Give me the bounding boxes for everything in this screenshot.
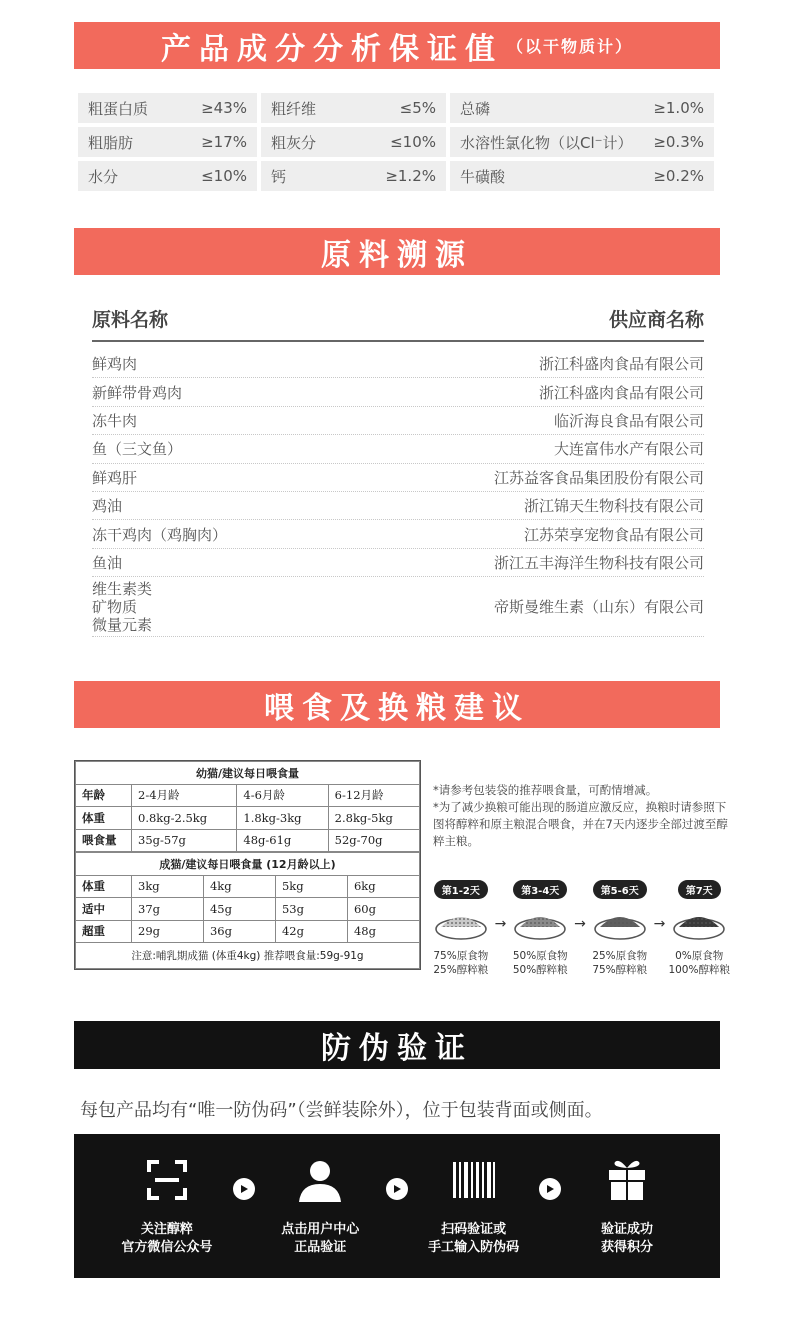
- ingredient-row: 鸡油 浙江锦天生物科技有限公司: [92, 492, 704, 520]
- food-bowl-icon: [593, 909, 647, 943]
- food-bowl-icon: [672, 909, 726, 943]
- verify-steps-panel: [74, 1134, 720, 1278]
- adult-table-title: 成猫/建议每日喂食量 (12月龄以上): [76, 853, 420, 876]
- nutrition-row: [78, 161, 718, 191]
- nutrition-cell: 水溶性氯化物（以Cl⁻计） ≥0.3%: [450, 127, 714, 157]
- nutrition-cell: 钙 ≥1.2%: [261, 161, 446, 191]
- feeding-notes: *请参考包装袋的推荐喂食量，可酌情增减。 *为了减少换粮可能出现的肠道应激反应，换粮时请参照下图将醇粹和原主粮混合喂食，并在7天内逐步全部过渡至醇粹主粮。: [433, 783, 728, 848]
- verify-step: 扫码验证或 手工输入防伪码: [414, 1155, 534, 1257]
- barcode-icon: [451, 1160, 497, 1200]
- feeding-title: 喂食及换粮建议: [264, 690, 530, 726]
- kitten-table-title: 幼猫/建议每日喂食量: [76, 762, 420, 785]
- user-icon: [297, 1158, 343, 1202]
- ingredient-row: 鲜鸡肉 浙江科盛肉食品有限公司: [92, 350, 704, 378]
- anti-fake-banner: [74, 1021, 720, 1069]
- ingredient-table: [92, 305, 704, 637]
- verify-step: 点击用户中心 正品验证: [260, 1155, 380, 1257]
- sourcing-banner: [74, 228, 720, 275]
- ingredient-header: [92, 305, 704, 342]
- nutrition-subtitle: （以干物质计）: [506, 37, 633, 56]
- verify-step: 验证成功 获得积分: [567, 1155, 687, 1257]
- supplier-name-header: 供应商名称: [608, 309, 704, 331]
- transition-step: 第1-2天 75%原食物 25%醇粹粮: [430, 880, 492, 977]
- nutrition-cell: 水分 ≤10%: [78, 161, 257, 191]
- ingredient-row: 冻干鸡肉（鸡胸肉） 江苏荣享宠物食品有限公司: [92, 520, 704, 548]
- verify-step: 关注醇粹 官方微信公众号: [107, 1155, 227, 1257]
- nutrition-row: [78, 93, 718, 123]
- ingredient-row: 鱼（三文鱼） 大连富伟水产有限公司: [92, 435, 704, 463]
- nutrition-row: [78, 127, 718, 157]
- nutrition-cell: 粗纤维 ≤5%: [261, 93, 446, 123]
- nutrition-grid: [78, 93, 718, 195]
- gift-icon: [607, 1158, 647, 1202]
- arrow-right-icon: →: [574, 916, 586, 932]
- nutrition-title: 产品成分分析保证值: [160, 31, 503, 67]
- feeding-banner: [74, 681, 720, 728]
- sourcing-title: 原料溯源: [321, 237, 473, 273]
- ingredient-row: 冻牛肉 临沂海良食品有限公司: [92, 407, 704, 435]
- play-arrow-icon: [386, 1178, 408, 1200]
- play-arrow-icon: [233, 1178, 255, 1200]
- ingredient-row: 鱼油 浙江五丰海洋生物科技有限公司: [92, 549, 704, 577]
- nutrition-cell: 粗蛋白质 ≥43%: [78, 93, 257, 123]
- nutrition-cell: 牛磺酸 ≥0.2%: [450, 161, 714, 191]
- ingredient-row: 维生素类 矿物质 微量元素 帝斯曼维生素（山东）有限公司: [92, 577, 704, 637]
- feeding-table: 幼猫/建议每日喂食量 年龄 2-4月龄 4-6月龄 6-12月龄 体重 0.8kg-2.5kg 1.8kg-3kg 2.8kg-5kg 喂食量 35g-57g 48g-61g 52g-70g 成猫/建议每日喂食量 (12月龄以上) 体重 3kg 4kg 5kg 6kg 适中 37g 45g 53g 60g 超重 29g 36g 42g 48g 注意:哺乳期成猫 (体重4kg) 推荐喂食量:59g-91g: [74, 760, 421, 970]
- transition-step: 第5-6天 25%原食物 75%醇粹粮: [589, 880, 651, 977]
- step-day-badge: 第1-2天: [434, 880, 488, 899]
- step-day-badge: 第5-6天: [593, 880, 647, 899]
- step-day-badge: 第3-4天: [513, 880, 567, 899]
- food-bowl-icon: [434, 909, 488, 943]
- nutrition-cell: 粗脂肪 ≥17%: [78, 127, 257, 157]
- lactating-note: 注意:哺乳期成猫 (体重4kg) 推荐喂食量:59g-91g: [76, 943, 420, 969]
- nutrition-cell: 总磷 ≥1.0%: [450, 93, 714, 123]
- arrow-right-icon: →: [494, 916, 507, 932]
- nutrition-banner: [74, 22, 720, 69]
- ingredient-row: 鲜鸡肝 江苏益客食品集团股份有限公司: [92, 464, 704, 492]
- step-day-badge: 第7天: [678, 880, 721, 899]
- scan-frame-icon: [145, 1158, 189, 1202]
- transition-steps: [430, 880, 730, 977]
- anti-fake-description: 每包产品均有“唯一防伪码”（尝鲜装除外），位于包装背面或侧面。: [80, 1100, 603, 1121]
- transition-step: 第7天 0%原食物 100%醇粹粮: [668, 880, 730, 977]
- anti-fake-title: 防伪验证: [321, 1031, 473, 1066]
- ingredient-row: 新鲜带骨鸡肉 浙江科盛肉食品有限公司: [92, 378, 704, 406]
- ingredient-name-header: 原料名称: [92, 309, 169, 331]
- transition-step: 第3-4天 50%原食物 50%醇粹粮: [509, 880, 571, 977]
- arrow-right-icon: →: [653, 916, 666, 932]
- nutrition-cell: 粗灰分 ≤10%: [261, 127, 446, 157]
- play-arrow-icon: [539, 1178, 561, 1200]
- food-bowl-icon: [513, 909, 567, 943]
